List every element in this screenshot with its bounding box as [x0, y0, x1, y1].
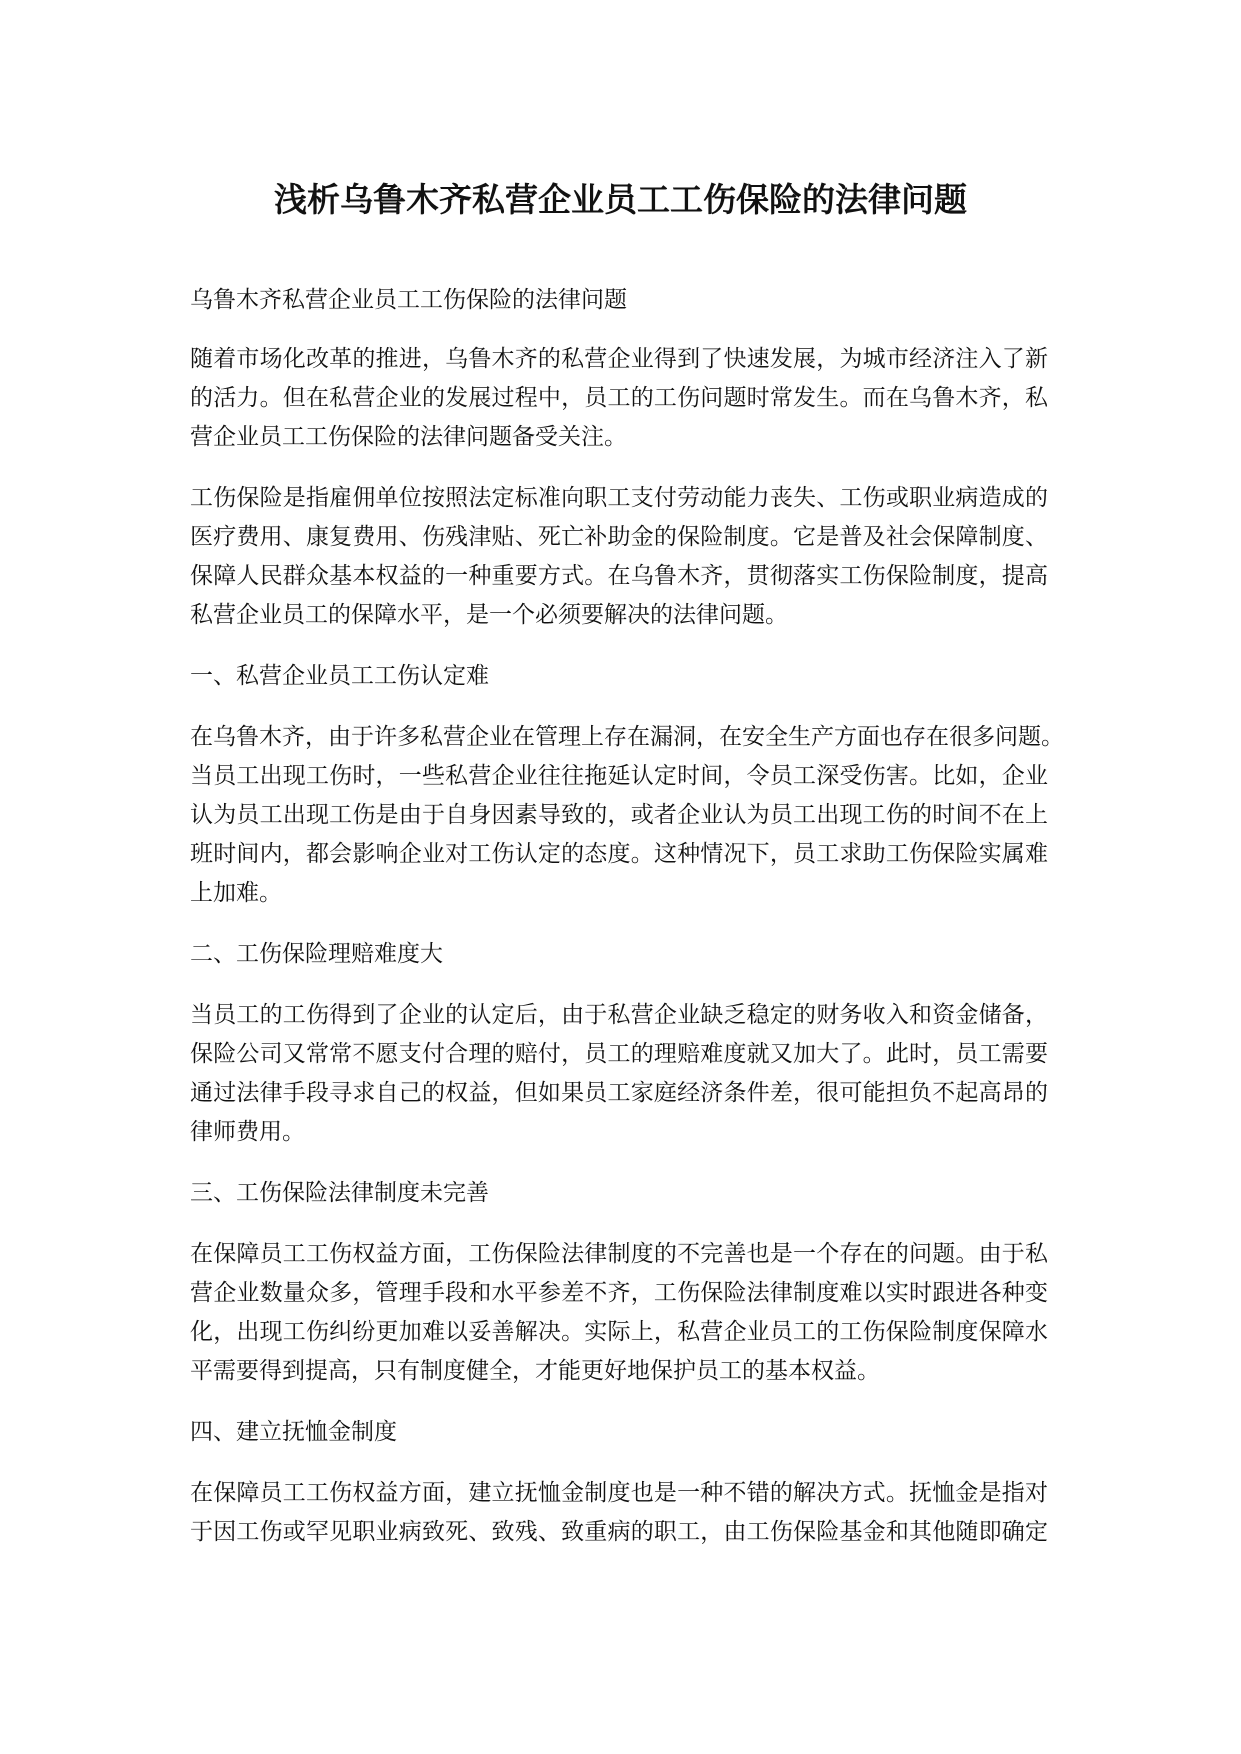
intro-line: 的活力。但在私营企业的发展过程中，员工的工伤问题时常发生。而在乌鲁木齐，私	[190, 385, 1048, 411]
intro-line: 随着市场化改革的推进，乌鲁木齐的私营企业得到了快速发展，为城市经济注入了新	[190, 346, 1048, 372]
section-line: 化，出现工伤纠纷更加难以妥善解决。实际上，私营企业员工的工伤保险制度保障水	[190, 1319, 1048, 1345]
section-heading: 二、工伤保险理赔难度大	[190, 941, 443, 967]
section-line: 于因工伤或罕见职业病致死、致残、致重病的职工，由工伤保险基金和其他随即确定	[190, 1519, 1048, 1545]
definition-line: 医疗费用、康复费用、伤残津贴、死亡补助金的保险制度。它是普及社会保障制度、	[190, 524, 1048, 550]
section-line: 班时间内，都会影响企业对工伤认定的态度。这种情况下，员工求助工伤保险实属难	[190, 841, 1048, 867]
section-heading: 三、工伤保险法律制度未完善	[190, 1180, 489, 1206]
section-heading: 一、私营企业员工工伤认定难	[190, 663, 489, 689]
section-line: 律师费用。	[190, 1119, 305, 1145]
section-line: 保险公司又常常不愿支付合理的赔付，员工的理赔难度就又加大了。此时，员工需要	[190, 1041, 1048, 1067]
intro-line: 营企业员工工伤保险的法律问题备受关注。	[190, 424, 627, 450]
section-line: 平需要得到提高，只有制度健全，才能更好地保护员工的基本权益。	[190, 1358, 880, 1384]
section-line: 认为员工出现工伤是由于自身因素导致的，或者企业认为员工出现工伤的时间不在上	[190, 802, 1048, 828]
definition-line: 工伤保险是指雇佣单位按照法定标准向职工支付劳动能力丧失、工伤或职业病造成的	[190, 485, 1048, 511]
section-line: 在保障员工工伤权益方面，建立抚恤金制度也是一种不错的解决方式。抚恤金是指对	[190, 1480, 1048, 1506]
section-line: 通过法律手段寻求自己的权益，但如果员工家庭经济条件差，很可能担负不起高昂的	[190, 1080, 1048, 1106]
section-line: 在保障员工工伤权益方面，工伤保险法律制度的不完善也是一个存在的问题。由于私	[190, 1241, 1048, 1267]
section-line: 当员工的工伤得到了企业的认定后，由于私营企业缺乏稳定的财务收入和资金储备，	[190, 1002, 1048, 1028]
definition-line: 保障人民群众基本权益的一种重要方式。在乌鲁木齐，贯彻落实工伤保险制度，提高	[190, 563, 1048, 589]
section-line: 上加难。	[190, 880, 282, 906]
subtitle: 乌鲁木齐私营企业员工工伤保险的法律问题	[190, 287, 627, 313]
definition-line: 私营企业员工的保障水平，是一个必须要解决的法律问题。	[190, 602, 788, 628]
section-line: 当员工出现工伤时，一些私营企业往往拖延认定时间，令员工深受伤害。比如，企业	[190, 763, 1048, 789]
section-heading: 四、建立抚恤金制度	[190, 1419, 397, 1445]
section-line: 在乌鲁木齐，由于许多私营企业在管理上存在漏洞，在安全生产方面也存在很多问题。	[190, 724, 1064, 750]
section-line: 营企业数量众多，管理手段和水平参差不齐，工伤保险法律制度难以实时跟进各种变	[190, 1280, 1048, 1306]
document-title: 浅析乌鲁木齐私营企业员工工伤保险的法律问题	[274, 180, 967, 219]
